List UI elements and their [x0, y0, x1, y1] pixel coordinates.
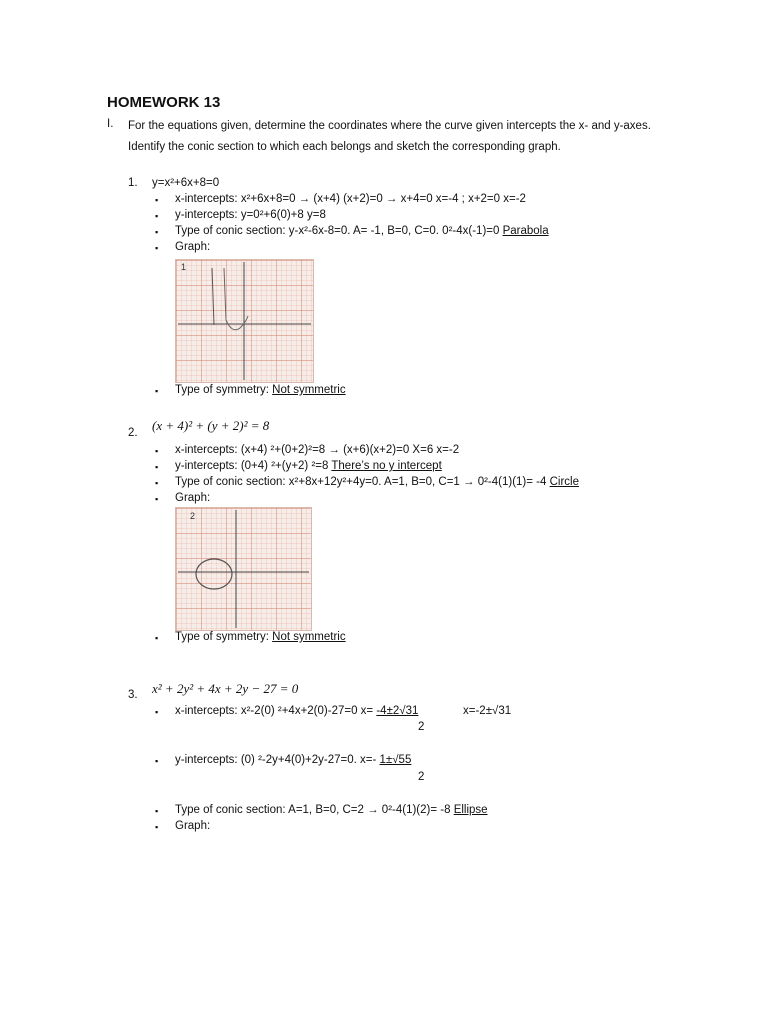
problem-3-graph-label: Graph: — [175, 820, 211, 832]
problem-3-y-denominator: 2 — [418, 771, 425, 783]
problem-1-x-intercepts: x-intercepts: x²+6x+8=0 → (x+4) (x+2)=0 → x+4=0 x=-4 ; x+2=0 x=-2 — [175, 193, 526, 205]
problem-1-equation: y=x²+6x+8=0 — [152, 177, 220, 189]
bullet-icon: ▪ — [155, 806, 159, 816]
problem-1-number: 1. — [128, 177, 138, 189]
bullet-icon: ▪ — [155, 822, 159, 832]
problem-3-y-intercepts — [175, 754, 411, 766]
bullet-icon: ▪ — [155, 227, 159, 237]
bullet-icon: ▪ — [155, 211, 159, 221]
problem-1-graph-image — [175, 259, 314, 383]
y-intercepts-note: There’s no y intercept — [331, 460, 442, 472]
y-intercepts-text: y-intercepts: (0+4) ²+(y+2) ²=8 — [175, 460, 332, 472]
problem-2-graph-label: Graph: — [175, 492, 211, 504]
bullet-icon: ▪ — [155, 446, 159, 456]
bullet-icon: ▪ — [155, 386, 159, 396]
problem-1-symmetry — [175, 384, 346, 396]
x-intercepts-fraction: -4±2√31 — [376, 705, 419, 717]
problem-2-conic-type — [175, 476, 579, 488]
y-intercepts-fraction: 1±√55 — [379, 754, 412, 766]
problem-2-graph-image — [175, 507, 312, 631]
conic-name: Ellipse — [453, 804, 488, 816]
bullet-icon: ▪ — [155, 478, 159, 488]
problem-2-equation: (x + 4)² + (y + 2)² = 8 — [152, 418, 270, 433]
bullet-icon: ▪ — [155, 462, 159, 472]
graph-corner-label: 2 — [190, 511, 196, 521]
bullet-icon: ▪ — [155, 707, 159, 717]
conic-type-text: Type of conic section: x²+8x+12y²+4y=0. A=1, B=0, C=1 → 0²-4(1)(1)= -4 — [175, 476, 550, 488]
bullet-icon: ▪ — [155, 633, 159, 643]
problem-1-conic-type — [175, 225, 549, 237]
page-title: HOMEWORK 13 — [107, 94, 221, 111]
graph-corner-label: 1 — [181, 262, 187, 272]
conic-type-text: Type of conic section: y-x²-6x-8=0. A= -1, B=0, C=0. 0²-4x(-1)=0 — [175, 225, 503, 237]
conic-type-text: Type of conic section: A=1, B=0, C=2 → 0²-4(1)(2)= -8 — [175, 804, 454, 816]
problem-2-x-intercepts: x-intercepts: (x+4) ²+(0+2)²=8 → (x+6)(x+2)=0 X=6 x=-2 — [175, 444, 460, 456]
bullet-icon: ▪ — [155, 243, 159, 253]
problem-3-conic-type — [175, 804, 488, 816]
graph-paper-circle-sketch — [176, 508, 311, 630]
conic-name: Parabola — [502, 225, 549, 237]
problem-3-x-result: x=-2±√31 — [463, 705, 512, 717]
problem-2-number: 2. — [128, 427, 138, 439]
symmetry-value: Not symmetric — [272, 631, 346, 643]
bullet-icon: ▪ — [155, 756, 159, 766]
problem-3-x-intercepts — [175, 705, 418, 717]
symmetry-label: Type of symmetry: — [175, 631, 273, 643]
symmetry-label: Type of symmetry: — [175, 384, 273, 396]
bullet-icon: ▪ — [155, 195, 159, 205]
problem-2-symmetry — [175, 631, 346, 643]
section-numeral: I. — [107, 118, 114, 130]
problem-3-equation: x² + 2y² + 4x + 2y − 27 = 0 — [152, 681, 299, 696]
section-instructions: For the equations given, determine the coordinates where the curve given intercepts the x- and y-axes. Identify the conic section to which each belongs and sketch the corresponding graph. — [128, 120, 651, 153]
y-intercepts-text: y-intercepts: (0) ²-2y+4(0)+2y-27=0. x=- — [175, 754, 380, 766]
graph-paper-parabola-sketch — [176, 260, 313, 382]
conic-name: Circle — [549, 476, 579, 488]
symmetry-value: Not symmetric — [272, 384, 346, 396]
problem-3-number: 3. — [128, 689, 138, 701]
problem-3-x-denominator: 2 — [418, 721, 425, 733]
problem-1-y-intercepts: y-intercepts: y=0²+6(0)+8 y=8 — [175, 209, 326, 221]
x-intercepts-text: x-intercepts: x²-2(0) ²+4x+2(0)-27=0 x= — [175, 705, 377, 717]
problem-1-graph-label: Graph: — [175, 241, 211, 253]
problem-2-y-intercepts — [175, 460, 442, 472]
bullet-icon: ▪ — [155, 494, 159, 504]
